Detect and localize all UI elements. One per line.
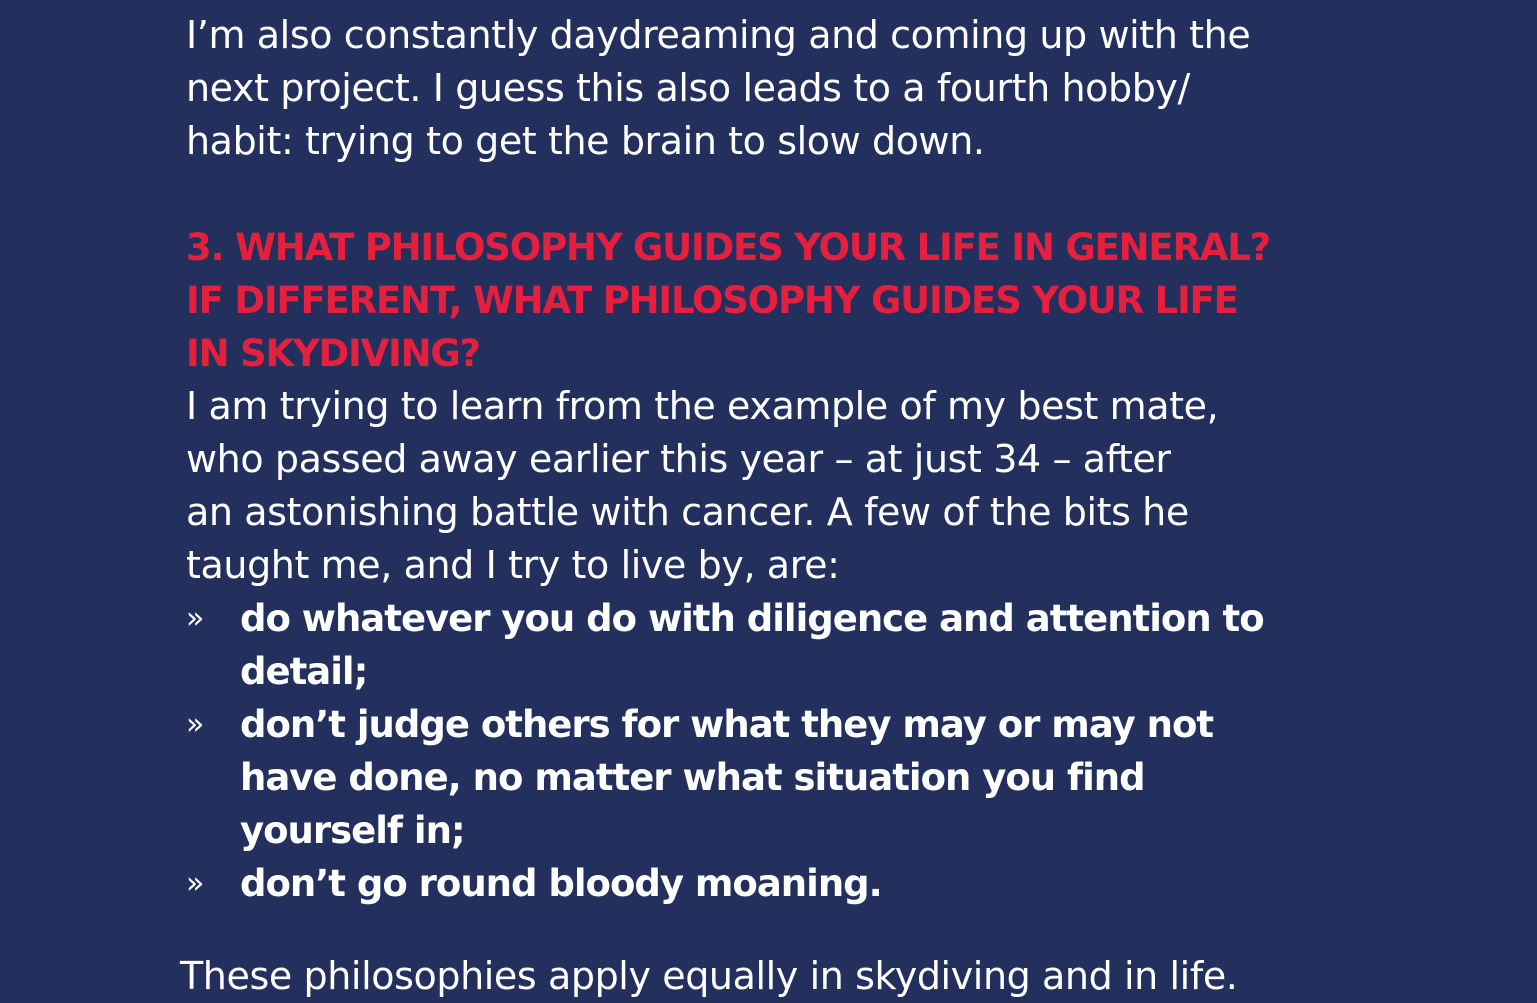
bullet-marker-icon: » <box>186 601 204 636</box>
list-item-line: yourself in; <box>240 809 465 852</box>
list-item-line: don’t go round bloody moaning. <box>240 862 882 905</box>
bullet-marker-icon: » <box>186 866 204 901</box>
intro-paragraph <box>186 9 1386 168</box>
list-item <box>186 592 1386 698</box>
intro-line: habit: trying to get the brain to slow down. <box>186 119 985 163</box>
list-item-line: detail; <box>240 650 368 693</box>
intro-line: I’m also constantly daydreaming and coming up with the <box>186 13 1251 57</box>
bullet-marker-icon: » <box>186 707 204 742</box>
paragraph-spacer <box>186 168 1386 221</box>
question-line: IN SKYDIVING? <box>186 332 480 375</box>
list-item <box>186 857 1386 910</box>
answer-paragraph <box>186 380 1386 592</box>
answer-line: I am trying to learn from the example of my best mate, <box>186 384 1219 428</box>
list-item-line: have done, no matter what situation you find <box>240 756 1145 799</box>
intro-line: next project. I guess this also leads to a fourth hobby/ <box>186 66 1190 110</box>
philosophy-list <box>186 592 1386 910</box>
closing-line: These philosophies apply equally in skydiving and in life. <box>180 954 1238 998</box>
article-page <box>186 9 1386 910</box>
answer-line: taught me, and I try to live by, are: <box>186 543 840 587</box>
question-line: 3. WHAT PHILOSOPHY GUIDES YOUR LIFE IN GENERAL? <box>186 226 1270 269</box>
answer-line: an astonishing battle with cancer. A few of the bits he <box>186 490 1189 534</box>
list-item-line: do whatever you do with diligence and attention to <box>240 597 1264 640</box>
question-line: IF DIFFERENT, WHAT PHILOSOPHY GUIDES YOUR LIFE <box>186 279 1238 322</box>
answer-line: who passed away earlier this year – at just 34 – after <box>186 437 1171 481</box>
question-heading <box>186 221 1386 380</box>
list-item <box>186 698 1386 857</box>
list-item-line: don’t judge others for what they may or may not <box>240 703 1214 746</box>
